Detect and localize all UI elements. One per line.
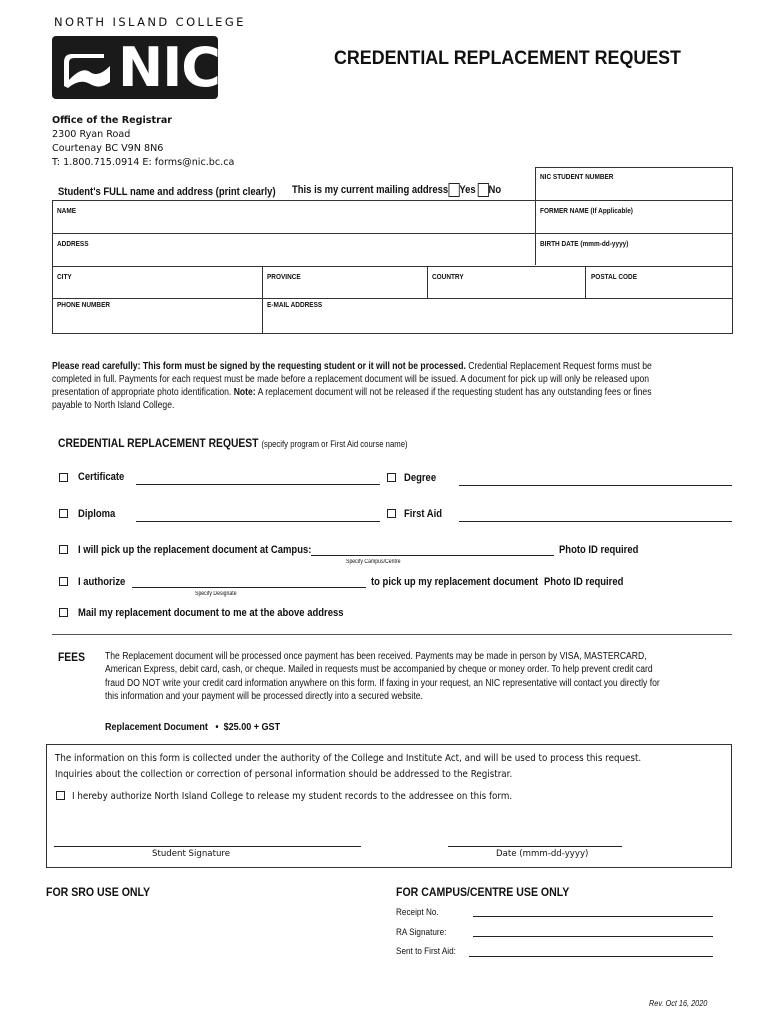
nic-logo — [52, 36, 218, 99]
notice-line1: Credential Replacement Request forms must be — [465, 361, 652, 372]
authorize-rest-label: to pick up my replacement document — [371, 576, 539, 588]
notice-paragraph — [52, 360, 740, 412]
receipt-line[interactable] — [473, 916, 713, 917]
office-address — [52, 114, 234, 170]
office-street: 2300 Ryan Road — [52, 129, 131, 140]
request-section-title — [58, 436, 408, 450]
birth-date-field[interactable]: BIRTH DATE (mmm-dd-yyyy) — [540, 239, 629, 248]
fees-line-4: this information and your payment will be processed directly into a secured website. — [105, 691, 423, 703]
first-aid-line[interactable] — [459, 521, 732, 522]
diploma-label: Diploma — [78, 508, 116, 520]
office-city: Courtenay BC V9N 8N6 — [52, 143, 164, 154]
release-records-label: I hereby authorize North Island College to release my student records to the addressee on this form. — [72, 791, 513, 802]
date-label: Date (mmm-dd-yyyy) — [496, 849, 589, 859]
no-label: No — [488, 183, 502, 196]
notice-lead: Please read carefully: This form must be signed by the requesting student or it will not be processed. — [52, 361, 466, 372]
designate-line[interactable] — [132, 587, 366, 588]
name-field[interactable]: NAME — [57, 206, 77, 215]
address-field[interactable]: ADDRESS — [57, 239, 89, 248]
authorize-checkbox[interactable] — [59, 577, 68, 586]
date-line[interactable] — [448, 846, 622, 847]
page-title: CREDENTIAL REPLACEMENT REQUEST — [334, 48, 681, 69]
photo-id-required-2: Photo ID required — [544, 576, 624, 588]
certificate-checkbox[interactable] — [59, 473, 68, 482]
notice-note: Note: — [233, 387, 256, 398]
privacy-line-1: The information on this form is collected under the authority of the College and Institute Act, and will be used to process this request. — [55, 753, 642, 764]
first-aid-checkbox[interactable] — [387, 509, 396, 518]
province-field[interactable]: PROVINCE — [267, 272, 301, 281]
logo-text: NIC — [118, 36, 220, 99]
yes-checkbox[interactable] — [448, 183, 459, 197]
request-subtitle: (specify program or First Aid course name) — [261, 439, 408, 449]
pickup-checkbox[interactable] — [59, 545, 68, 554]
yes-label: Yes — [459, 183, 476, 196]
release-records-checkbox[interactable] — [56, 791, 65, 800]
office-contact: T: 1.800.715.0914 E: forms@nic.bc.ca — [52, 157, 235, 168]
ra-signature-line[interactable] — [473, 936, 713, 937]
notice-line3a: presentation of appropriate photo identification. — [52, 387, 234, 398]
mailing-question — [292, 183, 501, 197]
fees-line-2: American Express, debit card, cash, or cheque. Mailed in requests must be accompanied by cheque or money order. To help prevent credit card — [105, 664, 653, 676]
authorize-label: I authorize — [78, 576, 126, 588]
degree-line[interactable] — [459, 485, 732, 486]
specify-campus-hint: Specify Campus/Centre — [346, 559, 401, 565]
notice-line3b: A replacement document will not be released if the requesting student has any outstanding fees or fines — [255, 387, 652, 398]
student-section-heading: Student's FULL name and address (print clearly) — [58, 186, 276, 198]
email-field[interactable]: E-MAIL ADDRESS — [267, 300, 323, 309]
mail-checkbox[interactable] — [59, 608, 68, 617]
signature-line[interactable] — [54, 846, 361, 847]
degree-checkbox[interactable] — [387, 473, 396, 482]
sent-first-aid-line[interactable] — [469, 956, 713, 957]
first-aid-label: First Aid — [404, 508, 443, 520]
diploma-checkbox[interactable] — [59, 509, 68, 518]
mail-label: Mail my replacement document to me at the above address — [78, 607, 344, 619]
fees-label: FEES — [58, 650, 85, 664]
price-amount: $25.00 — [223, 721, 252, 733]
no-checkbox[interactable] — [477, 183, 488, 197]
price-gst: + GST — [253, 721, 281, 733]
campus-use-title: FOR CAMPUS/CENTRE USE ONLY — [396, 885, 570, 899]
mailing-question-label: This is my current mailing address — [292, 183, 449, 196]
notice-line2: completed in full. Payments for each request must be made before a replacement document will be issued. A document for pick up will only be released upon — [52, 374, 650, 385]
student-number-field[interactable]: NIC STUDENT NUMBER — [540, 172, 614, 181]
ra-signature-label: RA Signature: — [396, 927, 447, 938]
wave-logo-icon — [56, 36, 116, 99]
degree-label: Degree — [404, 472, 437, 484]
college-name: NORTH ISLAND COLLEGE — [54, 15, 246, 29]
fees-line-3: fraud DO NOT write your credit card information anywhere on this form. If faxing in your request, an NIC representative will contact you directly for — [105, 677, 660, 689]
specify-designate-hint: Specify Designate — [195, 591, 237, 597]
certificate-label: Certificate — [78, 471, 125, 483]
city-field[interactable]: CITY — [57, 272, 72, 281]
country-field[interactable]: COUNTRY — [432, 272, 464, 281]
sent-first-aid-label: Sent to First Aid: — [396, 946, 456, 957]
request-title: CREDENTIAL REPLACEMENT REQUEST — [58, 436, 259, 450]
office-name: Office of the Registrar — [52, 115, 173, 126]
replacement-label: Replacement Document — [105, 721, 208, 733]
photo-id-required-1: Photo ID required — [559, 544, 639, 556]
receipt-label: Receipt No. — [396, 907, 439, 918]
diploma-line[interactable] — [136, 521, 380, 522]
sro-use-title: FOR SRO USE ONLY — [46, 885, 151, 899]
phone-field[interactable]: PHONE NUMBER — [57, 300, 111, 309]
pickup-label: I will pick up the replacement document at Campus: — [78, 544, 312, 556]
replacement-price — [105, 721, 280, 733]
section-divider — [52, 634, 732, 635]
campus-line[interactable] — [311, 555, 554, 556]
former-name-field[interactable]: FORMER NAME (If Applicable) — [540, 206, 633, 215]
fees-text — [105, 650, 724, 704]
price-bullet: • — [215, 721, 219, 733]
postal-code-field[interactable]: POSTAL CODE — [591, 272, 637, 281]
certificate-line[interactable] — [136, 484, 380, 485]
privacy-line-2: Inquiries about the collection or correction of personal information should be addressed to the Registrar. — [55, 769, 513, 780]
notice-line4: payable to North Island College. — [52, 400, 175, 411]
fees-line-1: The Replacement document will be processed once payment has been received. Payments may be made in person by VISA, MASTERCARD, — [105, 651, 647, 662]
signature-label: Student Signature — [152, 849, 231, 859]
revision-date: Rev. Oct 16, 2020 — [649, 998, 708, 1008]
